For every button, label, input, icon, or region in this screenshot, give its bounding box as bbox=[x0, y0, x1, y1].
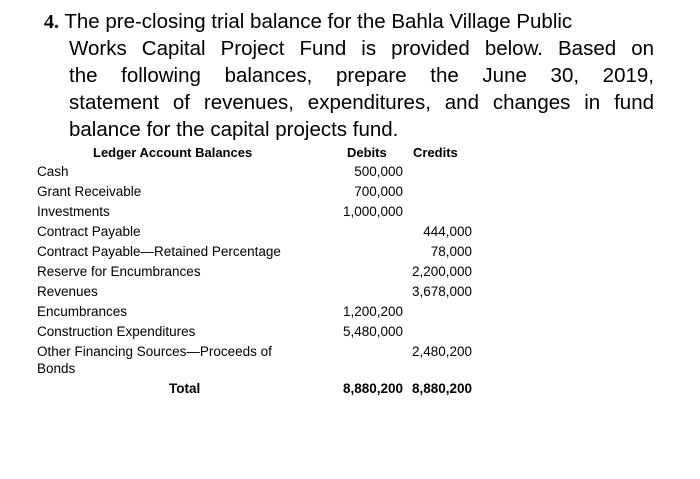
question-line-4: statement of revenues, expenditures, and changes in fund bbox=[69, 91, 654, 114]
row-account-continued: Bonds bbox=[37, 361, 76, 376]
question-number: 4. bbox=[44, 11, 59, 33]
row-credit: 3,678,000 bbox=[411, 284, 472, 299]
row-account: Grant Receivable bbox=[37, 184, 142, 199]
row-account: Revenues bbox=[37, 284, 98, 299]
total-debit: 8,880,200 bbox=[342, 381, 403, 396]
total-label: Total bbox=[169, 381, 201, 396]
row-debit: 1,200,200 bbox=[342, 304, 403, 319]
row-account: Investments bbox=[37, 204, 110, 219]
row-account: Reserve for Encumbrances bbox=[37, 264, 201, 279]
row-debit: 1,000,000 bbox=[342, 204, 403, 219]
header-credits: Credits bbox=[413, 145, 458, 160]
question-line-3: the following balances, prepare the June 30, 2019, bbox=[69, 64, 654, 87]
row-debit: 5,480,000 bbox=[342, 324, 403, 339]
question-line-5: balance for the capital projects fund. bbox=[69, 118, 399, 141]
row-account: Contract Payable bbox=[37, 224, 141, 239]
row-account: Construction Expenditures bbox=[37, 324, 196, 339]
row-credit: 444,000 bbox=[423, 224, 472, 239]
row-debit: 500,000 bbox=[354, 164, 403, 179]
question-line-2: Works Capital Project Fund is provided below. Based on bbox=[69, 37, 654, 60]
row-credit: 2,480,200 bbox=[411, 344, 472, 359]
row-account: Cash bbox=[37, 164, 69, 179]
total-credit: 8,880,200 bbox=[411, 381, 472, 396]
row-account: Encumbrances bbox=[37, 304, 128, 319]
row-account: Other Financing Sources—Proceeds of bbox=[37, 344, 272, 359]
row-debit: 700,000 bbox=[354, 184, 403, 199]
header-ledger-account-balances: Ledger Account Balances bbox=[93, 145, 253, 160]
header-debits: Debits bbox=[347, 145, 387, 160]
row-account: Contract Payable—Retained Percentage bbox=[37, 244, 281, 259]
question-line-1: 4. The pre-closing trial balance for the Bahla Village Public bbox=[44, 10, 573, 33]
row-credit: 78,000 bbox=[430, 244, 472, 259]
row-credit: 2,200,000 bbox=[411, 264, 472, 279]
